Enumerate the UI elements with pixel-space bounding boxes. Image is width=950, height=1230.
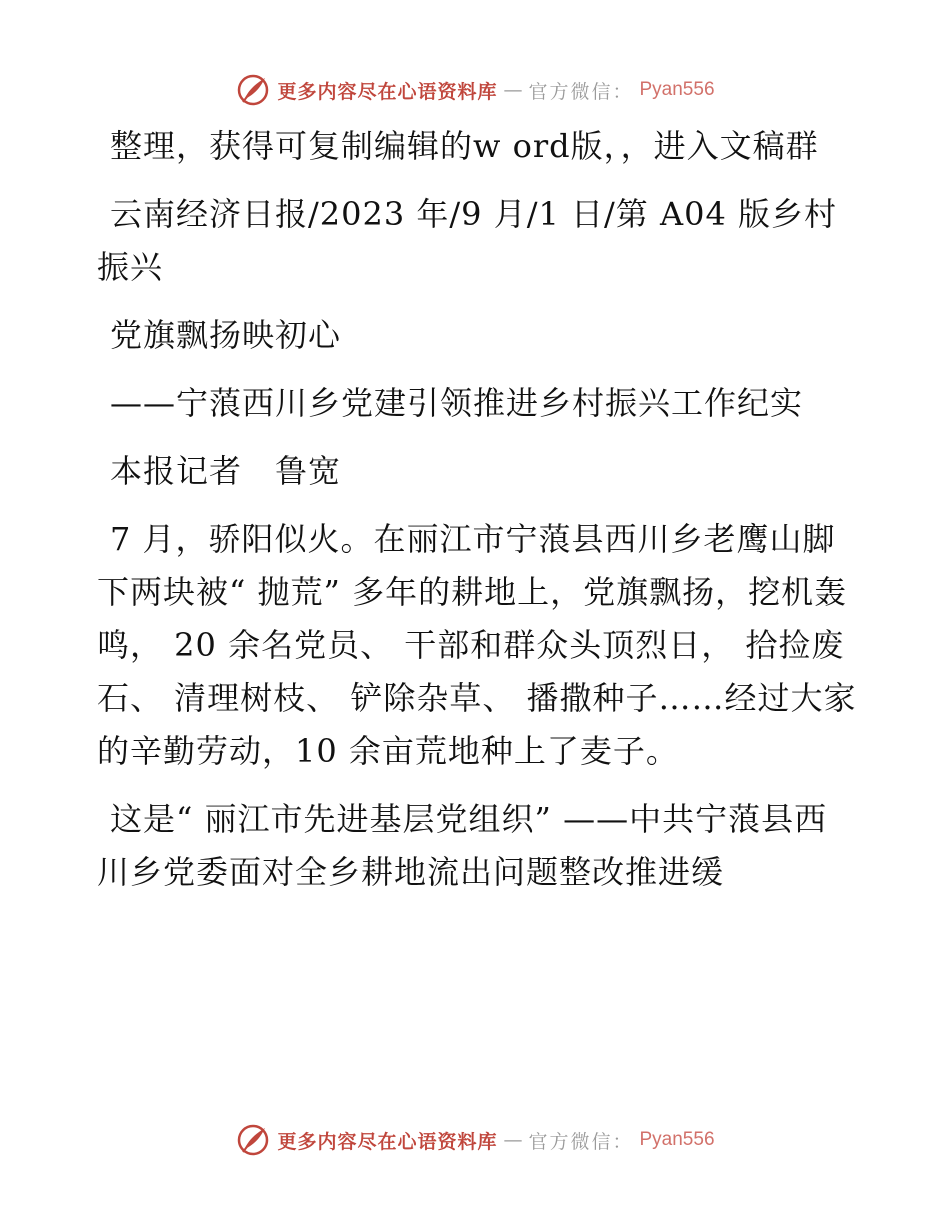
intro-line: 整理，获得可复制编辑的w ord版，，进入文稿群	[110, 127, 819, 165]
document-body	[97, 120, 857, 899]
article-subtitle: ——宁蒗西川乡党建引领推进乡村振兴工作纪实	[110, 384, 804, 422]
footer-watermark	[0, 1120, 950, 1160]
source-line: 云南经济日报/2023 年/9 月/1 日/第 A04 版乡村振兴	[97, 195, 837, 286]
official-wechat-label: 官方微信：	[528, 80, 634, 103]
header-watermark	[0, 70, 950, 110]
article-title: 党旗飘扬映初心	[110, 316, 342, 354]
wechat-id: Pyan556	[639, 79, 715, 100]
paragraph: 7 月，骄阳似火。在丽江市宁蒗县西川乡老鹰山脚下两块被“ 抛荒” 多年的耕地上，党旗飘扬，挖机轰鸣， 20 余名党员、 干部和群众头顶烈日， 拾捡废石、 清理树枝、 铲除杂草、 播撒种子……经过大家的辛勤劳动，10 余亩荒地种上了麦子。	[97, 520, 857, 770]
wechat-id: Pyan556	[639, 1129, 715, 1150]
quill-logo-icon	[235, 72, 271, 108]
byline: 本报记者 鲁宽	[110, 452, 342, 490]
paragraph: 这是“ 丽江市先进基层党组织” ——中共宁蒗县西川乡党委面对全乡耕地流出问题整改推进缓	[97, 800, 828, 891]
brand-text: 更多内容尽在心语资料库	[277, 80, 498, 103]
official-wechat-label: 官方微信：	[528, 1130, 634, 1153]
quill-logo-icon	[235, 1122, 271, 1158]
separator-dash: —	[503, 1129, 523, 1151]
separator-dash: —	[503, 79, 523, 101]
brand-text: 更多内容尽在心语资料库	[277, 1130, 498, 1153]
